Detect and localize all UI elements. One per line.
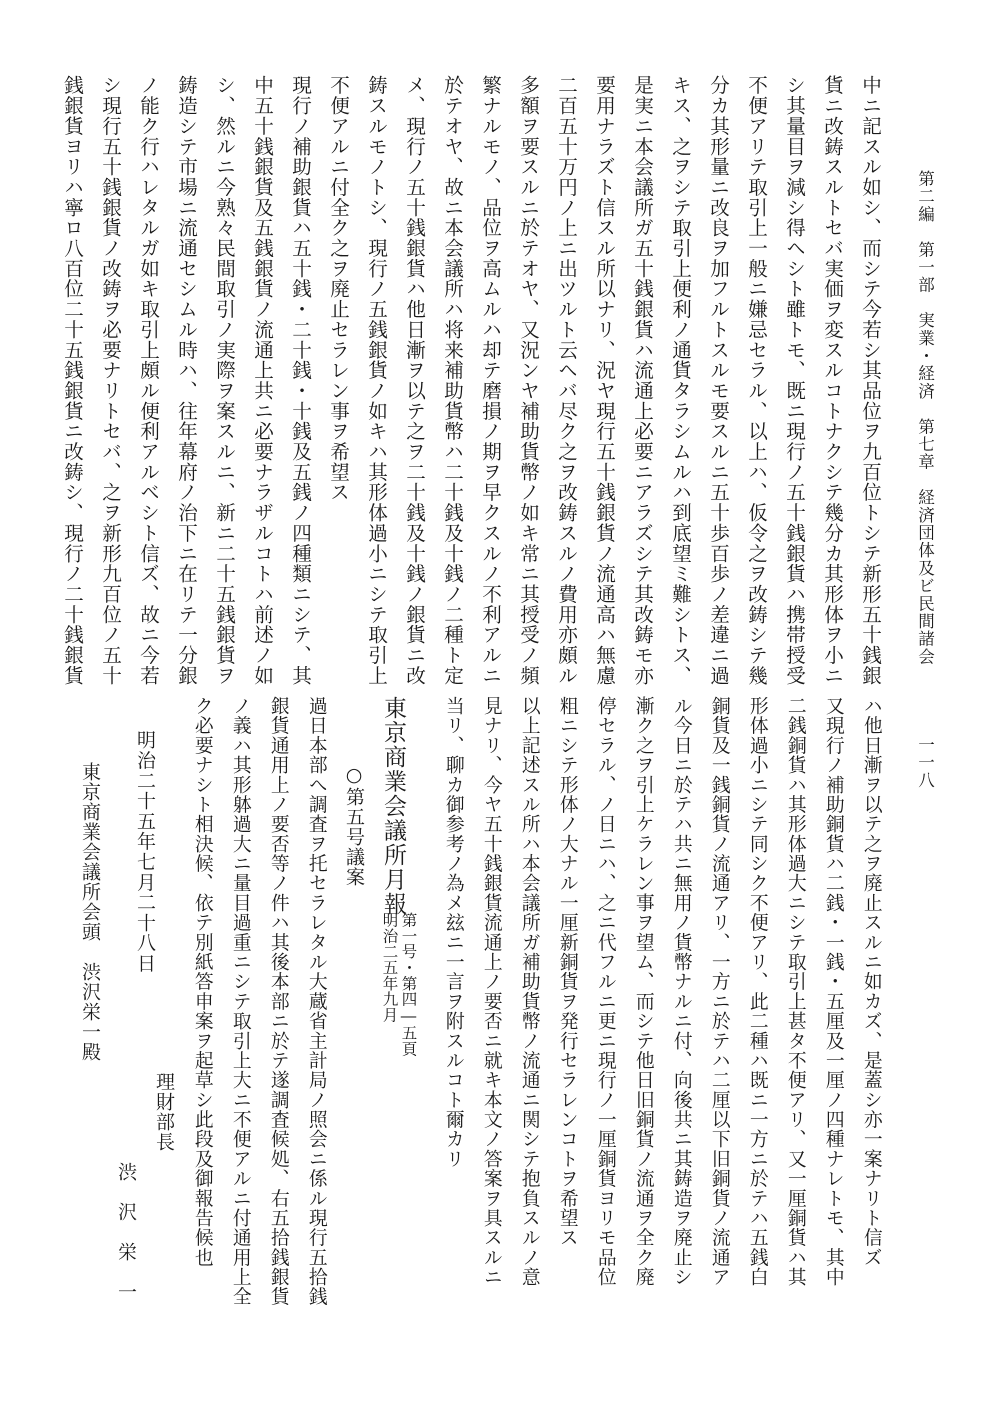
text-column: ハ他日漸ヲ以テ之ヲ廃止スルニ如カズ、是蓋シ亦一案ナリト信ズ [860,696,882,1268]
text-column: 中ニ記スル如シ、而シテ今若シ其品位ヲ九百位トシテ新形五十銭銀 [858,75,882,686]
running-header: 第二編 第一部 実業・経済 第七章 経済団体及ビ民間諸会 [915,170,935,666]
report-date: 明治二十五年七月二十八日 [134,730,156,974]
text-column: ル今日ニ於テハ共ニ無用ノ貨幣ナルニ付、向後共ニ其鋳造ヲ廃止シ [670,696,692,1287]
text-column: 鋳スルモノトシ、現行ノ五銭銀貨ノ如キハ其形体過小ニシテ取引上 [364,75,388,686]
text-column: 又現行ノ補助銅貨ハ二銭・一銭・五厘及一厘ノ四種ナレトモ、其中 [822,696,844,1287]
text-column: 分カ其形量ニ改良ヲ加フルトスルモ要スルニ五十歩百歩ノ差違ニ過 [706,75,730,686]
text-column: 銀貨通用上ノ要否等ノ件ハ其後本部ニ於テ遂調査候処、右五拾銭銀貨 [267,696,289,1307]
text-column: キス、之ヲシテ取引上便利ノ通貨タラシムルハ到底望ミ難シトス、 [668,75,692,686]
text-column: 貨ニ改鋳スルトセバ実価ヲ変スルコトナクシテ幾分カ其形体ヲ小ニ [820,75,844,686]
text-column: シ現行五十銭銀貨ノ改鋳ヲ必要ナリトセバ、之ヲ新形九百位ノ五十 [98,75,122,686]
text-column: 粗ニシテ形体ノ大ナル一厘新銅貨ヲ発行セラレンコトヲ希望ス [556,696,578,1248]
text-column: 以上記述スル所ハ本会議所ガ補助貨幣ノ流通ニ関シテ抱負スルノ意 [518,696,540,1287]
sign-name: 渋 沢 栄 一 [115,1162,137,1302]
source-issue: 第一号・第四―五頁 [399,912,418,1057]
text-column: 停セラル、ノ日ニハ、之ニ代フルニ更ニ現行ノ一厘銅貨ヨリモ品位 [594,696,616,1287]
text-column: 形体過小ニシテ同シク不便アリ、此二種ハ既ニ一方ニ於テハ五銭白 [746,696,768,1287]
text-column: ク必要ナシト相決候、依テ別紙答申案ヲ起草シ此段及御報告候也 [191,696,213,1268]
text-column: 銅貨及一銭銅貨ノ流通アリ、一方ニ於テハ二厘以下旧銅貨ノ流通ア [708,696,730,1287]
text-column: 不便アルニ付全ク之ヲ廃止セラレン事ヲ希望ス [326,75,350,503]
section-title: 東京商業会議所月報 [380,696,406,917]
text-column: シ、然ルニ今熟々民間取引ノ実際ヲ案スルニ、新ニ二十五銭銀貨ヲ [212,75,236,686]
sign-department: 理財部長 [153,1072,175,1152]
text-column: 多額ヲ要スルニ於テオヤ、又況ンヤ補助貨幣ノ如キ常ニ其授受ノ頻 [516,75,540,686]
text-column: 見ナリ、今ヤ五十銭銀貨流通上ノ要否ニ就キ本文ノ答案ヲ具スルニ [480,696,502,1287]
text-column: ノ義ハ其形躰過大ニ量目過重ニシテ取引上大ニ不便アルニ付通用上全 [229,696,251,1307]
text-column: 現行ノ補助銀貨ハ五十銭・二十銭・十銭及五銭ノ四種類ニシテ、其 [288,75,312,686]
text-column: ノ能ク行ハレタルガ如キ取引上頗ル便利アルベシト信ズ、故ニ今若 [136,75,160,686]
text-column: 不便アリテ取引上一般ニ嫌忌セラル、以上ハ、仮令之ヲ改鋳シテ幾 [744,75,768,686]
text-column: メ、現行ノ五十銭銀貨ハ他日漸ヲ以テ之ヲ二十銭及十銭ノ銀貨ニ改 [402,75,426,686]
text-column: 当リ、聊カ御参考ノ為メ玆ニ一言ヲ附スルコト爾カリ [442,696,464,1169]
text-column: 要用ナラズト信スル所以ナリ、況ヤ現行五十銭銀貨ノ流通高ハ無慮 [592,75,616,686]
addressee: 東京商業会議所会頭 渋沢栄一殿 [79,762,101,1062]
text-column: 二銭銅貨ハ其形体過大ニシテ取引上甚タ不便アリ、又一厘銅貨ハ其 [784,696,806,1287]
text-column: 銭銀貨ヨリハ寧ロ八百位二十五銭銀貨ニ改鋳シ、現行ノ二十銭銀貨 [60,75,84,686]
text-column: 繁ナルモノ、品位ヲ高ムルハ却テ磨損ノ期ヲ早クスルノ不利アルニ [478,75,502,686]
agenda-heading: ○第五号議案 [343,764,365,887]
text-column: 二百五十万円ノ上ニ出ツルト云ヘバ尽ク之ヲ改鋳スルノ費用亦頗ル [554,75,578,686]
text-column: 漸ク之ヲ引上ケラレン事ヲ望ム、而シテ他日旧銅貨ノ流通ヲ全ク廃 [632,696,654,1287]
source-date: 明治二五年九月 [380,912,399,1023]
page-number: 一一八 [915,736,935,790]
text-column: 鋳造シテ市場ニ流通セシムル時ハ、往年幕府ノ治下ニ在リテ一分銀 [174,75,198,686]
text-column: 過日本部へ調査ヲ托セラレタル大蔵省主計局ノ照会ニ係ル現行五拾銭 [305,696,327,1307]
text-column: シ其量目ヲ減シ得ヘシト雖トモ、既ニ現行ノ五十銭銀貨ハ携帯授受 [782,75,806,686]
text-column: 中五十銭銀貨及五銭銀貨ノ流通上共ニ必要ナラザルコトハ前述ノ如 [250,75,274,686]
text-column: 於テオヤ、故ニ本会議所ハ将来補助貨幣ハ二十銭及十銭ノ二種ト定 [440,75,464,686]
text-column: 是実ニ本会議所ガ五十銭銀貨ハ流通上必要ニアラズシテ其改鋳モ亦 [630,75,654,686]
